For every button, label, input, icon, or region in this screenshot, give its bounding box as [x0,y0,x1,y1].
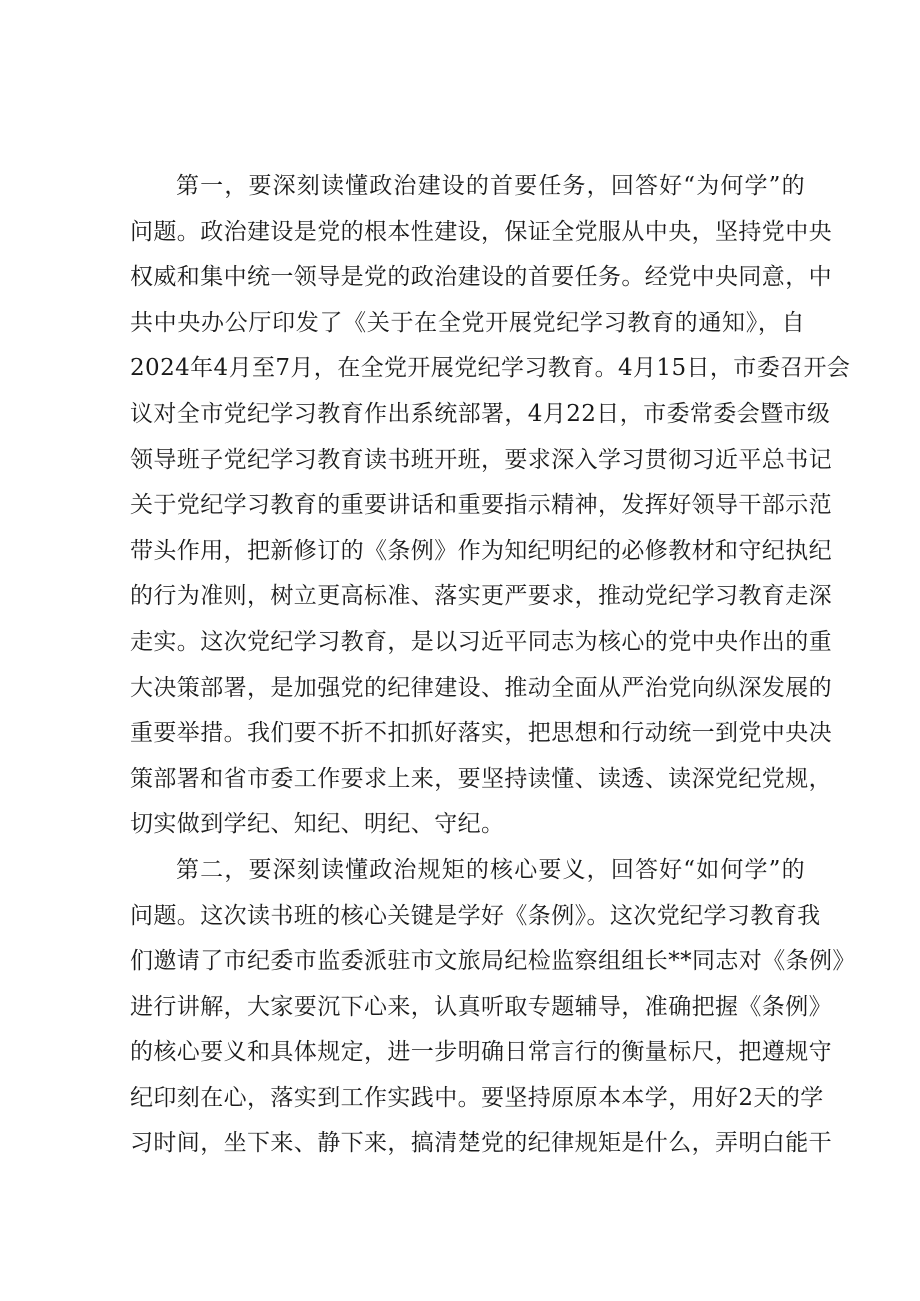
document-body [130,164,856,1167]
text-line: 第一，要深刻读懂政治建设的首要任务，回答好“为何学”的 [176,173,805,199]
paragraph-first [130,164,851,848]
text-line: 问题。这次读书班的核心关键是学好《条例》。这次党纪学习教育我 [130,902,821,929]
text-line: 权威和集中统一领导是党的政治建设的首要任务。经党中央同意，中 [130,264,832,291]
text-line: 习时间，坐下来、静下来，搞清楚党的纪律规矩是什么，弄明白能干 [130,1130,832,1157]
text-line: 领导班子党纪学习教育读书班开班，要求深入学习贯彻习近平总书记 [130,446,832,473]
text-line: 们邀请了市纪委市监委派驻市文旅局纪检监察组组长**同志对《条例》 [130,948,856,975]
text-line: 问题。政治建设是党的根本性建设，保证全党服从中央，坚持党中央 [130,218,832,245]
text-line: 重要举措。我们要不折不扣抓好落实，把思想和行动统一到党中央决 [130,720,832,747]
text-line: 带头作用，把新修订的《条例》作为知纪明纪的必修教材和守纪执纪 [130,537,832,564]
text-line: 的核心要义和具体规定，进一步明确日常言行的衡量标尺，把遵规守 [130,1039,832,1066]
text-line: 第二，要深刻读懂政治规矩的核心要义，回答好“如何学”的 [176,856,805,883]
text-line: 的行为准则，树立更高标准、落实更严要求，推动党纪学习教育走深 [130,583,832,610]
text-line: 大决策部署，是加强党的纪律建设、推动全面从严治党向纵深发展的 [130,674,832,701]
paragraph-second [130,848,856,1167]
text-line: 进行讲解，大家要沉下心来，认真听取专题辅导，准确把握《条例》 [130,993,832,1020]
text-line: 走实。这次党纪学习教育，是以习近平同志为核心的党中央作出的重 [130,628,832,655]
text-line: 共中央办公厅印发了《关于在全党开展党纪学习教育的通知》，自 [130,309,805,336]
text-line: 纪印刻在心，落实到工作实践中。要坚持原原本本学，用好2天的学 [130,1084,824,1111]
text-line: 切实做到学纪、知纪、明纪、守纪。 [130,811,505,838]
text-line: 议对全市党纪学习教育作出系统部署，4月22日，市委常委会暨市级 [130,400,831,427]
text-line: 关于党纪学习教育的重要讲话和重要指示精神，发挥好领导干部示范 [130,492,832,519]
text-line: 策部署和省市委工作要求上来，要坚持读懂、读透、读深党纪党规， [130,765,832,792]
text-line: 2024年4月至7月，在全党开展党纪学习教育。4月15日，市委召开会 [130,355,851,382]
